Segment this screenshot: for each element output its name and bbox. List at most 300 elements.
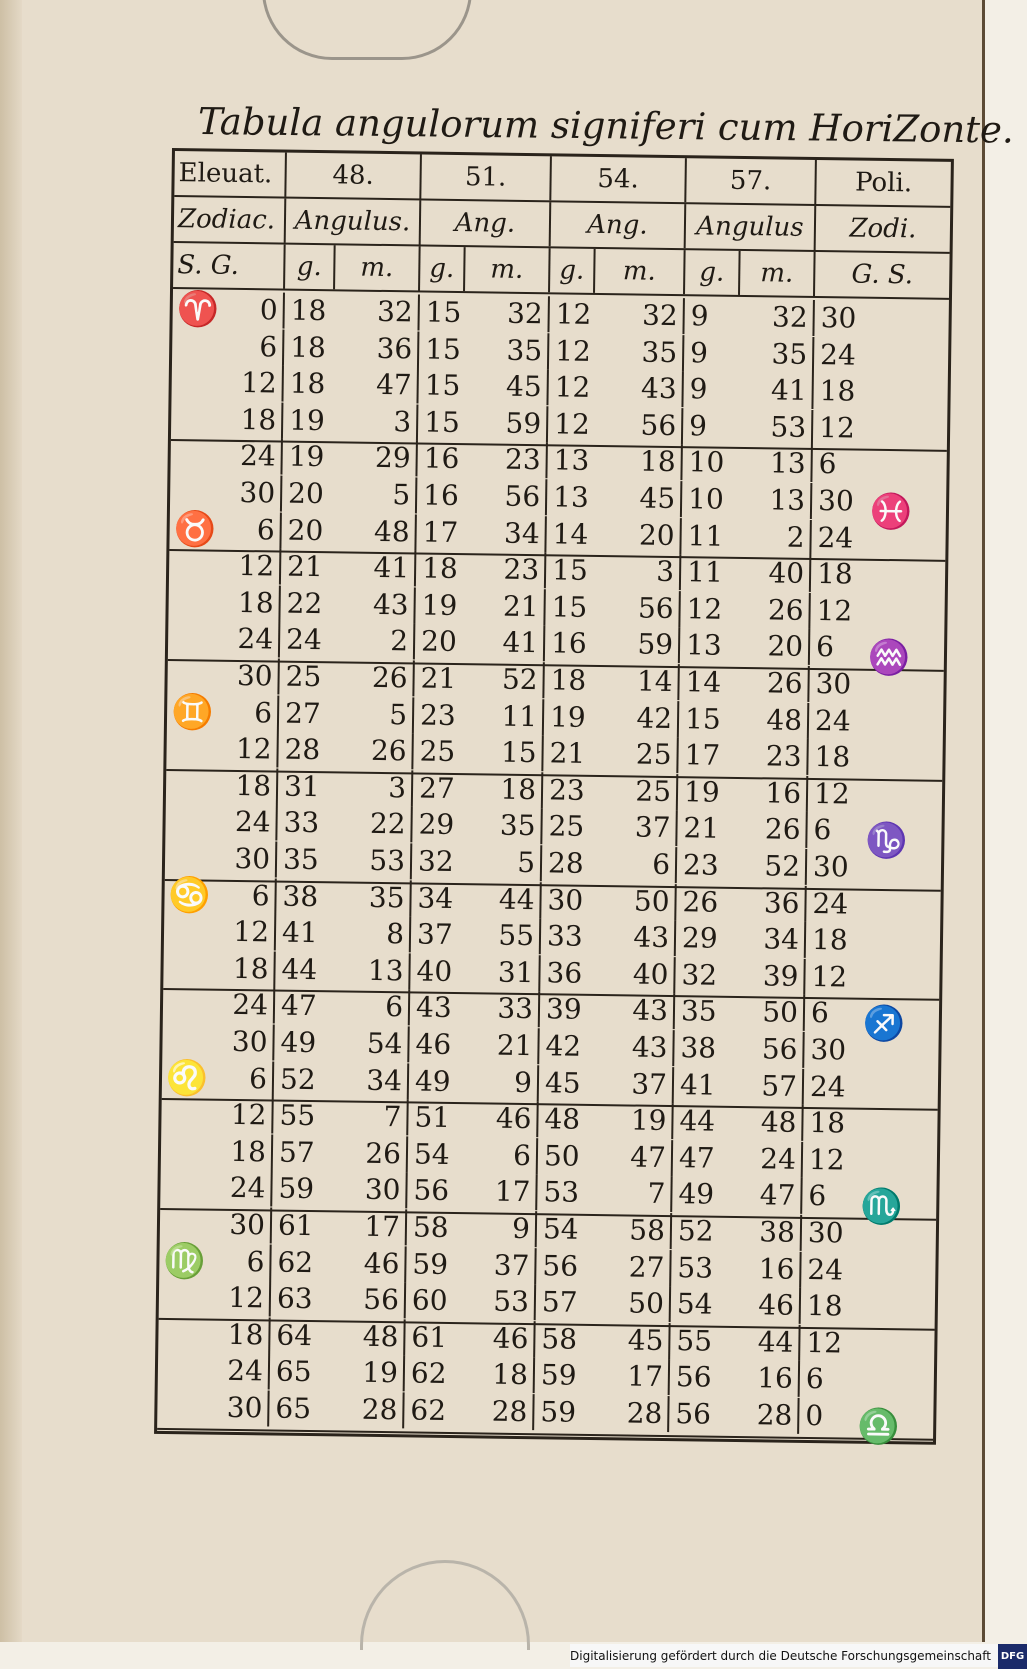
table-cell: 18 — [639, 444, 676, 479]
table-cell: 7 — [647, 1177, 666, 1211]
table-cell: 33 — [497, 992, 534, 1026]
table-cell: 24 — [239, 439, 276, 473]
table-cell: 50 — [633, 884, 670, 918]
table-cell: 58 — [405, 1209, 450, 1246]
table-cell: 30 — [229, 1207, 266, 1242]
header-zodiac-cell-4: Angulus — [684, 204, 815, 250]
table-cell: 15 — [417, 331, 462, 368]
table-cell: 35 — [275, 842, 325, 879]
table-cell: 18 — [240, 402, 277, 437]
table-cell: 62 — [402, 1392, 447, 1429]
table-cell: 44 — [671, 1103, 726, 1140]
table-cell: 13 — [769, 483, 806, 517]
table-cell: 35 — [673, 993, 728, 1030]
table-cell: 26 — [764, 812, 801, 847]
aquarius-icon: ♒ — [867, 638, 911, 679]
table-cell: 43 — [640, 371, 677, 406]
table-cell: 18 — [282, 329, 332, 366]
table-cell: 44 — [498, 882, 535, 916]
table-cell: 18 — [804, 922, 864, 959]
table-cell: 18 — [227, 1317, 264, 1352]
table-cell: 9 — [681, 371, 736, 408]
table-cell: 30 — [226, 1390, 263, 1425]
table-cell: 30 — [236, 658, 273, 693]
table-cell: 18 — [235, 768, 272, 803]
table-cell: 24 — [237, 622, 274, 656]
pisces-icon: ♓ — [869, 491, 913, 533]
table-cell: 28 — [276, 732, 326, 769]
table-cell: 13 — [367, 953, 404, 988]
table-cell: 23 — [412, 697, 457, 734]
table-cell: 16 — [415, 477, 460, 514]
dfg-logo: DFG — [998, 1644, 1027, 1669]
table-cell: 37 — [493, 1248, 530, 1282]
table-cell: 59 — [404, 1246, 449, 1283]
table-cell: 21 — [502, 589, 539, 623]
table-cell: 55 — [668, 1323, 723, 1360]
table-cell: 18 — [230, 1134, 267, 1169]
table-cell: 19 — [281, 402, 331, 439]
table-cell: 24 — [229, 1171, 266, 1205]
table-cell: 28 — [491, 1394, 528, 1429]
table-cell: 2 — [390, 624, 409, 658]
table-cell: 58 — [533, 1321, 578, 1358]
table-cell: 47 — [273, 988, 323, 1025]
table-cell: 49 — [407, 1063, 452, 1100]
page-edge — [0, 0, 22, 1642]
table-cell: 63 — [269, 1281, 319, 1318]
table-cell: 6 — [651, 847, 671, 882]
table-cell: 9 — [513, 1065, 533, 1099]
table-cell: 30 — [812, 300, 872, 337]
table-cell: 53 — [669, 1250, 724, 1287]
table-cell: 6 — [808, 629, 868, 666]
table-cell: 36 — [538, 955, 583, 992]
table-cell: 56 — [667, 1396, 722, 1433]
table-cell: 25 — [540, 809, 585, 846]
table-cell: 56 — [640, 408, 677, 442]
table-cell: 45 — [505, 369, 542, 404]
table-cell: 26 — [371, 660, 408, 695]
table-cell: 50 — [628, 1286, 665, 1321]
table-cell: 27 — [277, 695, 327, 732]
table-cell: 25 — [635, 737, 672, 772]
table-cell: 27 — [628, 1250, 665, 1284]
table-cell: 46 — [758, 1288, 795, 1322]
header-zodiac-cell-1: Angulus. — [284, 199, 420, 245]
table-cell: 41 — [274, 915, 324, 952]
page-clip-bottom — [360, 1560, 530, 1650]
table-cell: 37 — [409, 917, 454, 954]
table-cell: 62 — [403, 1356, 448, 1393]
virgo-icon: ♍ — [163, 1240, 207, 1282]
header-unit-cell-0: S. G. — [177, 250, 240, 281]
table-cell: 2 — [786, 520, 805, 554]
table-cell: 6 — [512, 1138, 532, 1172]
table-cell: 6 — [803, 995, 863, 1032]
table-cell: 51 — [406, 1100, 451, 1137]
table-cell: 10 — [680, 481, 735, 518]
table-cell: 30 — [239, 475, 276, 510]
table-cell: 45 — [639, 481, 676, 516]
table-cell: 23 — [541, 772, 586, 809]
table-cell: 18 — [232, 951, 269, 986]
table-cell: 15 — [677, 701, 732, 738]
table-cell: 54 — [406, 1136, 451, 1173]
table-cell: 65 — [267, 1390, 317, 1427]
table-cell: 35 — [641, 335, 678, 369]
table-cell: 25 — [635, 774, 672, 808]
header-unit-cell-8: m. — [738, 251, 814, 296]
table-cell: 21 — [412, 660, 457, 697]
table-cell: 39 — [762, 959, 799, 993]
table-cell: 50 — [762, 995, 799, 1030]
table-cell: 52 — [501, 662, 538, 697]
table-cell: 13 — [545, 443, 590, 480]
table-cell: 12 — [798, 1325, 858, 1362]
header-elevation-cell-0: Eleuat. — [178, 158, 273, 190]
table-cell: 18 — [811, 373, 871, 410]
table-cell: 14 — [677, 664, 732, 701]
table-cell: 13 — [545, 479, 590, 516]
cancer-icon: ♋ — [168, 874, 212, 916]
capricorn-icon: ♑ — [865, 821, 909, 862]
table-cell: 12 — [546, 369, 591, 406]
table-cell: 29 — [410, 807, 455, 844]
table-cell: 28 — [361, 1392, 398, 1427]
header-elevation-cell-1: 48. — [284, 153, 420, 199]
table-cell: 56 — [405, 1173, 450, 1210]
gemini-icon: ♊ — [170, 691, 214, 733]
table-cell: 38 — [274, 878, 324, 915]
header-unit-cell-7: g. — [683, 250, 739, 295]
table-cell: 15 — [416, 368, 461, 405]
table-cell: 54 — [669, 1286, 724, 1323]
header-unit-cell-1: g. — [283, 245, 334, 290]
table-cell: 6 — [246, 1244, 265, 1278]
table-cell: 56 — [363, 1282, 400, 1317]
digitization-footer — [570, 1644, 1025, 1667]
table-cell: 9 — [511, 1211, 531, 1246]
table-cell: 32 — [410, 843, 455, 880]
table-cell: 49 — [670, 1176, 725, 1213]
table-cell: 9 — [681, 408, 736, 445]
table-cell: 21 — [541, 735, 586, 772]
table-cell: 21 — [675, 810, 730, 847]
table-cell: 46 — [492, 1321, 529, 1355]
table-cell: 19 — [542, 699, 587, 736]
table-cell: 23 — [765, 739, 802, 774]
table-cell: 41 — [502, 626, 539, 660]
table-cell: 15 — [543, 589, 588, 626]
table-cell: 57 — [761, 1068, 798, 1103]
table-cell: 32 — [673, 957, 728, 994]
table-cell: 47 — [375, 368, 412, 402]
table-cell: 18 — [281, 366, 331, 403]
table-body — [157, 289, 949, 1448]
table-cell: 19 — [676, 774, 731, 811]
table-cell: 23 — [503, 552, 540, 587]
table-cell: 56 — [761, 1032, 798, 1066]
table-cell: 30 — [805, 849, 865, 886]
table-cell: 31 — [276, 768, 326, 805]
header-elevation-cell-4: 57. — [684, 158, 815, 204]
table-cell: 14 — [544, 516, 589, 553]
table-cell: 34 — [409, 880, 454, 917]
table-cell: 26 — [766, 666, 803, 700]
table-cell: 20 — [767, 629, 804, 664]
table-cell: 14 — [636, 664, 673, 699]
table-cell: 6 — [251, 878, 270, 913]
header-zodiac-cell-2: Ang. — [419, 200, 550, 246]
table-cell: 24 — [809, 520, 869, 557]
scorpio-icon: ♏ — [860, 1187, 903, 1228]
table-cell: 65 — [268, 1354, 318, 1391]
table-cell: 26 — [365, 1136, 402, 1171]
table-cell: 18 — [237, 585, 274, 620]
table-cell: 40 — [408, 953, 453, 990]
header-unit-cell-6: m. — [593, 249, 684, 294]
table-cell: 48 — [362, 1319, 399, 1354]
angles-table — [154, 148, 954, 1448]
table-cell: 59 — [637, 627, 674, 662]
table-cell: 24 — [760, 1142, 797, 1176]
table-cell: 16 — [415, 441, 460, 478]
table-cell: 39 — [538, 992, 583, 1029]
table-cell: 17 — [627, 1359, 664, 1394]
table-cell: 30 — [800, 1215, 860, 1252]
table-cell: 11 — [679, 518, 734, 555]
table-cell: 22 — [369, 807, 406, 841]
table-cell: 17 — [494, 1175, 531, 1209]
table-cell: 9 — [682, 298, 737, 335]
table-cell: 16 — [543, 626, 588, 663]
table-cell: 37 — [631, 1067, 668, 1101]
table-cell: 56 — [637, 591, 674, 625]
header-unit-cell-5: g. — [548, 248, 594, 293]
page-clip-top — [262, 0, 472, 60]
table-cell: 24 — [807, 703, 867, 740]
table-cell: 12 — [228, 1281, 265, 1315]
table-cell: 23 — [675, 847, 730, 884]
table-cell: 31 — [497, 955, 534, 989]
table-cell: 21 — [496, 1028, 533, 1063]
table-cell: 10 — [680, 445, 735, 482]
table-cell: 52 — [272, 1061, 322, 1098]
table-cell: 45 — [627, 1323, 664, 1357]
table-cell: 54 — [366, 1026, 403, 1061]
header-zodiac-cell-3: Ang. — [549, 202, 685, 248]
table-cell: 18 — [809, 556, 869, 593]
table-cell: 32 — [641, 298, 678, 333]
header-elevation-cell-2: 51. — [419, 154, 550, 200]
table-cell: 42 — [636, 701, 673, 735]
table-cell: 6 — [248, 1061, 268, 1096]
table-cell: 25 — [277, 659, 327, 696]
table-cell: 19 — [413, 587, 458, 624]
table-cell: 55 — [498, 918, 535, 953]
table-cell: 47 — [630, 1140, 667, 1174]
table-cell: 48 — [373, 514, 410, 548]
table-cell: 20 — [638, 518, 675, 552]
table-cell: 18 — [799, 1288, 859, 1325]
leo-icon: ♌ — [165, 1057, 209, 1099]
table-cell: 7 — [383, 1100, 402, 1134]
table-cell: 55 — [271, 1098, 321, 1135]
table-cell: 46 — [363, 1246, 400, 1280]
table-cell: 12 — [230, 1098, 267, 1132]
table-cell: 16 — [757, 1361, 794, 1396]
footer-text: Digitalisierung gefördert durch die Deutsche Forschungsgemeinschaft — [570, 1649, 992, 1663]
table-cell: 41 — [373, 551, 410, 585]
table-cell: 40 — [768, 556, 805, 591]
table-cell: 30 — [539, 882, 584, 919]
table-cell: 54 — [535, 1211, 580, 1248]
table-cell: 18 — [806, 739, 866, 776]
table-cell: 32 — [376, 294, 413, 329]
table-cell: 18 — [542, 662, 587, 699]
table-cell: 43 — [372, 587, 409, 622]
table-cell: 50 — [536, 1138, 581, 1175]
header-zodiac-cell-0: Zodiac. — [177, 204, 276, 236]
aries-icon: ♈ — [176, 289, 220, 330]
table-cell: 49 — [272, 1024, 322, 1061]
table-cell: 17 — [364, 1209, 401, 1244]
header-unit-cell-3: g. — [418, 246, 464, 291]
header-unit-cell-4: m. — [463, 247, 549, 292]
table-cell: 11 — [501, 699, 538, 733]
table-cell: 35 — [499, 809, 536, 843]
table-cell: 56 — [668, 1359, 723, 1396]
table-cell: 17 — [414, 514, 459, 551]
table-cell: 53 — [493, 1284, 530, 1319]
table-cell: 12 — [811, 410, 871, 447]
sagittarius-icon: ♐ — [862, 1004, 906, 1045]
table-cell: 16 — [758, 1251, 795, 1286]
table-cell: 15 — [544, 552, 589, 589]
table-cell: 20 — [279, 512, 329, 549]
table-cell: 57 — [534, 1284, 579, 1321]
table-cell: 53 — [770, 410, 807, 444]
table-cell: 6 — [256, 512, 275, 547]
table-cell: 24 — [227, 1354, 264, 1388]
table-cell: 46 — [495, 1101, 532, 1136]
table-cell: 47 — [671, 1140, 726, 1177]
table-cell: 24 — [234, 805, 271, 839]
table-cell: 8 — [385, 917, 405, 951]
table-cell: 42 — [537, 1028, 582, 1065]
table-cell: 20 — [413, 624, 458, 661]
table-cell: 20 — [280, 476, 330, 513]
table-cell: 34 — [763, 922, 800, 957]
table-cell: 15 — [416, 404, 461, 441]
table-cell: 6 — [800, 1178, 860, 1215]
table-cell: 46 — [407, 1026, 452, 1063]
table-cell: 48 — [536, 1101, 581, 1138]
table-cell: 57 — [271, 1134, 321, 1171]
table-cell: 6 — [798, 1361, 858, 1398]
table-cell: 61 — [403, 1319, 448, 1356]
table-cell: 59 — [505, 406, 542, 440]
table-cell: 12 — [803, 959, 863, 996]
table-cell: 18 — [801, 1105, 861, 1142]
table-cell: 15 — [417, 294, 462, 331]
table-cell: 6 — [254, 695, 273, 730]
table-cell: 34 — [503, 516, 540, 550]
libra-icon: ♎ — [856, 1406, 900, 1448]
table-cell: 3 — [388, 770, 407, 805]
table-cell: 6 — [805, 812, 865, 849]
table-cell: 28 — [626, 1396, 663, 1430]
table-cell: 28 — [756, 1398, 793, 1432]
table-cell: 12 — [547, 296, 592, 333]
table-cell: 19 — [280, 439, 330, 476]
table-cell: 48 — [760, 1105, 797, 1139]
table-cell: 3 — [393, 404, 412, 439]
table-cell: 30 — [364, 1173, 401, 1207]
table-title: Tabula angulorum signiferi cum HoriZonte. — [197, 100, 1014, 152]
table-cell: 30 — [810, 483, 870, 520]
table-cell: 17 — [676, 737, 731, 774]
table-cell: 12 — [678, 591, 733, 628]
table-cell: 41 — [770, 373, 807, 408]
table-cell: 36 — [376, 331, 413, 365]
table-cell: 5 — [389, 697, 408, 731]
taurus-icon: ♉ — [173, 508, 217, 550]
table-cell: 59 — [532, 1394, 577, 1431]
table-cell: 3 — [656, 554, 675, 589]
table-cell: 36 — [763, 885, 800, 920]
table-cell: 15 — [500, 735, 537, 770]
table-cell: 44 — [757, 1325, 794, 1359]
table-cell: 43 — [633, 920, 670, 955]
table-cell: 12 — [238, 549, 275, 583]
table-cell: 9 — [682, 335, 737, 372]
table-cell: 19 — [630, 1103, 667, 1138]
table-cell: 40 — [632, 957, 669, 991]
table-cell: 59 — [270, 1171, 320, 1208]
table-cell: 52 — [670, 1213, 725, 1250]
table-cell: 18 — [500, 772, 537, 806]
table-cell: 37 — [634, 810, 671, 845]
table-cell: 24 — [799, 1251, 859, 1288]
table-cell: 30 — [802, 1032, 862, 1069]
table-cell: 12 — [233, 915, 270, 949]
table-cell: 26 — [767, 593, 804, 627]
table-cell: 12 — [240, 366, 277, 400]
header-unit-cell-9: G. S. — [813, 252, 950, 298]
table-cell: 43 — [408, 990, 453, 1027]
header-unit-cell-2: m. — [333, 245, 419, 290]
header-elevation-cell-5: Poli. — [814, 160, 951, 206]
table-cell: 26 — [370, 734, 407, 768]
table-cell: 5 — [517, 845, 536, 880]
table-cell: 24 — [278, 622, 328, 659]
table-cell: 12 — [546, 406, 591, 443]
table-cell: 52 — [764, 849, 801, 883]
header-row-units — [173, 243, 950, 300]
table-cell: 12 — [801, 1142, 861, 1179]
table-cell: 13 — [769, 446, 806, 481]
header-elevation-cell-3: 54. — [549, 156, 685, 202]
table-cell: 24 — [802, 1068, 862, 1105]
table-cell: 12 — [806, 776, 866, 813]
header-zodiac-cell-5: Zodi. — [814, 206, 951, 252]
table-cell: 0 — [797, 1398, 857, 1435]
table-cell: 30 — [807, 666, 867, 703]
table-cell: 64 — [268, 1317, 318, 1354]
table-cell: 6 — [259, 329, 278, 364]
